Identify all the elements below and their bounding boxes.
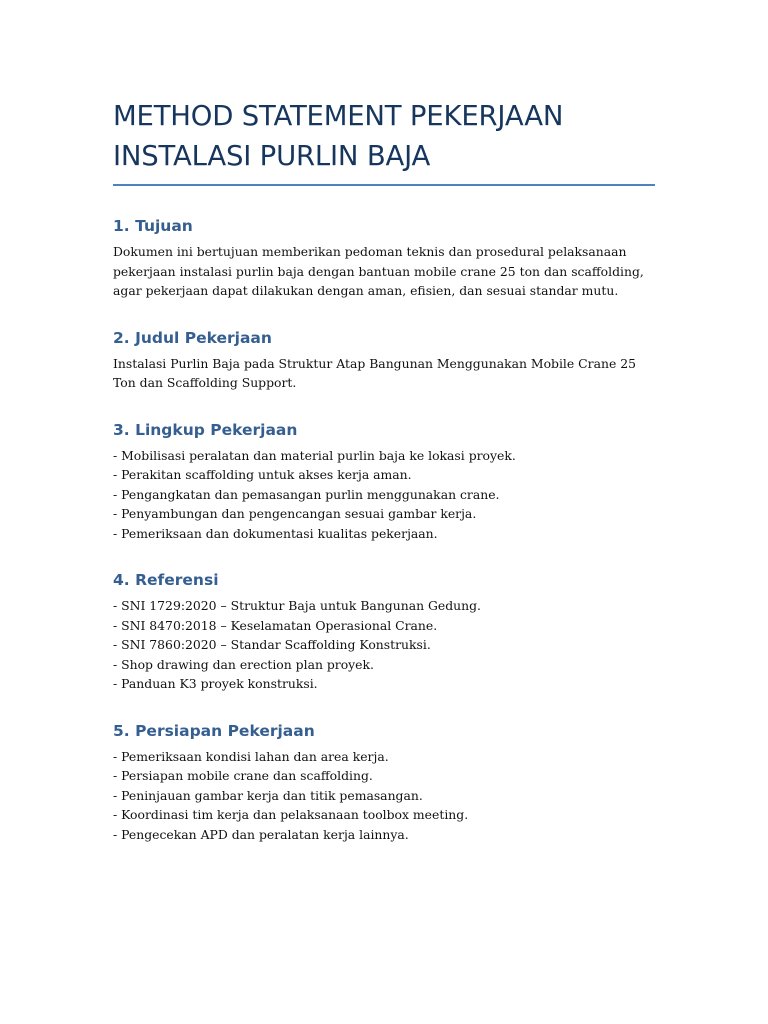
list-item: - Pengangkatan dan pemasangan purlin menggunakan crane.: [113, 486, 500, 502]
section-heading: 4. Referensi: [113, 571, 219, 589]
title-line-1: METHOD STATEMENT PEKERJAAN: [113, 100, 564, 132]
section-paragraph: Dokumen ini bertujuan memberikan pedoman teknis dan prosedural pelaksanaan pekerjaan instalasi purlin baja dengan bantuan mobile crane 25 ton dan scaffolding, agar pekerjaan dapat dilakukan dengan aman, efisien, dan sesuai standar mutu.: [113, 244, 644, 298]
title-line-2: INSTALASI PURLIN BAJA: [113, 140, 431, 172]
section-persiapan-pekerjaan: [113, 721, 655, 845]
reference-list: [113, 596, 655, 694]
list-item: - Pengecekan APD dan peralatan kerja lainnya.: [113, 826, 409, 842]
list-item: - Koordinasi tim kerja dan pelaksanaan toolbox meeting.: [113, 807, 469, 822]
section-judul-pekerjaan: [113, 328, 655, 393]
title-divider: [113, 184, 655, 186]
list-item: - Penyambungan dan pengencangan sesuai gambar kerja.: [113, 506, 477, 521]
list-item: - Peninjauan gambar kerja dan titik pemasangan.: [113, 787, 423, 803]
list-item: - Panduan K3 proyek konstruksi.: [113, 676, 318, 691]
section-referensi: [113, 570, 655, 694]
list-item: - Pemeriksaan dan dokumentasi kualitas pekerjaan.: [113, 525, 438, 541]
list-item: - SNI 1729:2020 – Struktur Baja untuk Bangunan Gedung.: [113, 598, 481, 613]
section-heading: 5. Persiapan Pekerjaan: [113, 721, 315, 740]
section-heading: 1. Tujuan: [113, 217, 193, 235]
list-item: - Perakitan scaffolding untuk akses kerja aman.: [113, 467, 412, 482]
list-item: - SNI 8470:2018 – Keselamatan Operasional Crane.: [113, 617, 438, 633]
preparation-list: [113, 747, 655, 845]
document-title: [113, 96, 655, 184]
section-heading: 3. Lingkup Pekerjaan: [113, 420, 298, 439]
section-paragraph: Instalasi Purlin Baja pada Struktur Atap Bangunan Menggunakan Mobile Crane 25 Ton dan Scaffolding Support.: [113, 355, 636, 390]
list-item: - Mobilisasi peralatan dan material purlin baja ke lokasi proyek.: [113, 447, 516, 463]
list-item: - Persiapan mobile crane dan scaffolding.: [113, 768, 373, 783]
list-item: - Shop drawing dan erection plan proyek.: [113, 656, 374, 672]
scope-list: [113, 446, 655, 544]
document-page: [113, 96, 655, 871]
section-tujuan: [113, 216, 655, 301]
section-heading: 2. Judul Pekerjaan: [113, 328, 272, 347]
section-lingkup-pekerjaan: [113, 420, 655, 544]
list-item: - Pemeriksaan kondisi lahan dan area kerja.: [113, 748, 389, 764]
list-item: - SNI 7860:2020 – Standar Scaffolding Konstruksi.: [113, 637, 431, 652]
